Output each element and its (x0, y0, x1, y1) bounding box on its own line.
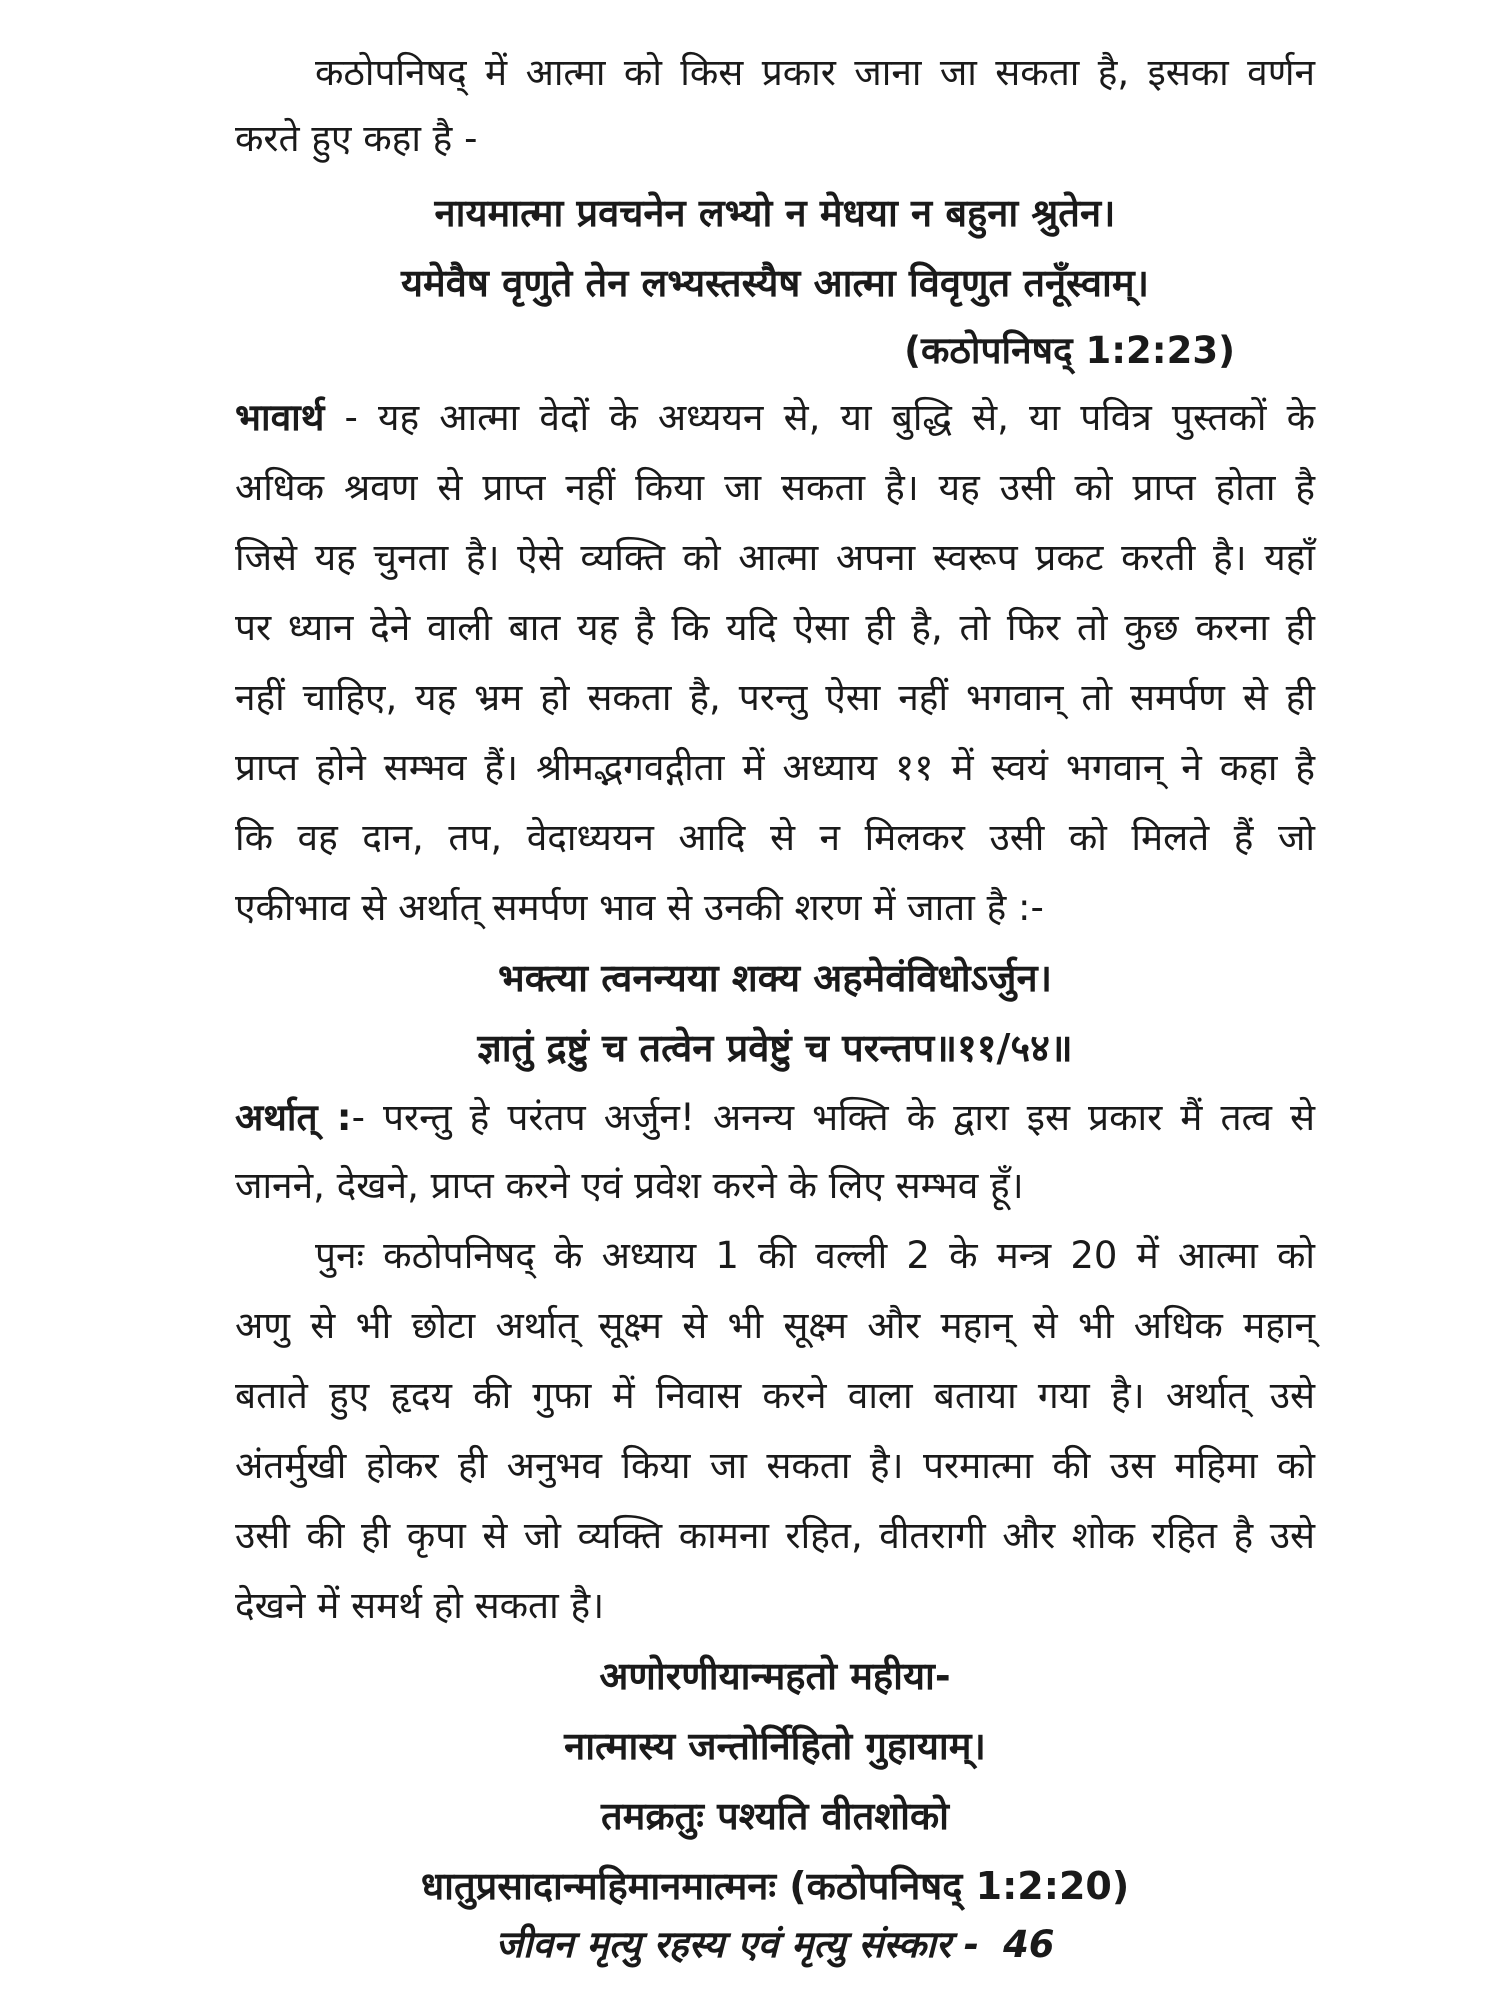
punah-line-2: अणु से भी छोटा अर्थात् सूक्ष्म से भी सूक्ष्म और महान् से भी अधिक महान् (235, 1304, 1315, 1347)
punah-line-4: अंतर्मुखी होकर ही अनुभव किया जा सकता है। परमात्मा की उस महिमा को (235, 1444, 1315, 1487)
verse-2-line-2: ज्ञातुं द्रष्टुं च तत्वेन प्रवेष्टुं च परन्तप॥११/५४॥ (477, 1026, 1073, 1070)
verse-3-line-3: तमक्रतुः पश्यति वीतशोको (601, 1794, 949, 1838)
punah-line-5: उसी की ही कृपा से जो व्यक्ति कामना रहित, वीतरागी और शोक रहित है उसे (235, 1514, 1315, 1557)
page-footer (235, 1917, 1315, 1968)
verse-2-line-1: भक्त्या त्वनन्यया शक्य अहमेवंविधोऽर्जुन। (498, 956, 1052, 1000)
bhavarth-line-4: पर ध्यान देने वाली बात यह है कि यदि ऐसा ही है, तो फिर तो कुछ करना ही (235, 606, 1315, 649)
bhavarth-line-7: कि वह दान, तप, वेदाध्ययन आदि से न मिलकर उसी को मिलते हैं जो (235, 816, 1315, 859)
footer-title: जीवन मृत्यु रहस्य एवं मृत्यु संस्कार - (495, 1923, 980, 1966)
arthat-line-1 (235, 1093, 1315, 1143)
arthat-label: अर्थात् : (235, 1096, 352, 1139)
bhavarth-line-5: नहीं चाहिए, यह भ्रम हो सकता है, परन्तु ऐसा नहीं भगवान् तो समर्पण से ही (235, 676, 1315, 719)
arthat-text-1: - परन्तु हे परंतप अर्जुन! अनन्य भक्ति के द्वारा इस प्रकार मैं तत्व से (351, 1096, 1315, 1139)
bhavarth-line-8: एकीभाव से अर्थात् समर्पण भाव से उनकी शरण में जाता है :- (235, 886, 1044, 929)
punah-line-1: पुनः कठोपनिषद् के अध्याय 1 की वल्ली 2 के मन्त्र 20 में आत्मा को (315, 1234, 1315, 1277)
page-number: 46 (1003, 1923, 1055, 1966)
intro-line-1: कठोपनिषद् में आत्मा को किस प्रकार जाना जा सकता है, इसका वर्णन (315, 51, 1315, 94)
verse-3-line-4: धातुप्रसादान्महिमानमात्मनः (कठोपनिषद् 1:2:20) (420, 1864, 1130, 1908)
verse-1-line-1: नायमात्मा प्रवचनेन लभ्यो न मेधया न बहुना श्रुतेन। (434, 191, 1116, 235)
bhavarth-text-1: - यह आत्मा वेदों के अध्ययन से, या बुद्धि से, या पवित्र पुस्तकों के (324, 396, 1315, 439)
bhavarth-line-2: अधिक श्रवण से प्राप्त नहीं किया जा सकता है। यह उसी को प्राप्त होता है (235, 466, 1315, 509)
punah-line-3: बताते हुए हृदय की गुफा में निवास करने वाला बताया गया है। अर्थात् उसे (235, 1374, 1315, 1417)
intro-line-2: करते हुए कहा है - (235, 117, 478, 160)
bhavarth-label: भावार्थ (235, 396, 325, 439)
bhavarth-line-1 (235, 393, 1315, 443)
verse-1-reference: (कठोपनिषद् 1:2:23) (904, 329, 1235, 372)
punah-line-6: देखने में समर्थ हो सकता है। (235, 1584, 605, 1627)
arthat-line-2: जानने, देखने, प्राप्त करने एवं प्रवेश करने के लिए सम्भव हूँ। (235, 1164, 1024, 1207)
book-page (235, 48, 1315, 1968)
verse-3-line-1: अणोरणीयान्महतो महीया- (599, 1654, 951, 1698)
verse-1-line-2: यमेवैष वृणुते तेन लभ्यस्तस्यैष आत्मा विवृणुत तनूँस्वाम्। (400, 261, 1150, 305)
verse-3-line-2: नात्मास्य जन्तोर्निहितो गुहायाम्। (564, 1724, 986, 1768)
bhavarth-line-3: जिसे यह चुनता है। ऐसे व्यक्ति को आत्मा अपना स्वरूप प्रकट करती है। यहाँ (235, 536, 1315, 579)
bhavarth-line-6: प्राप्त होने सम्भव हैं। श्रीमद्भगवद्गीता में अध्याय ११ में स्वयं भगवान् ने कहा है (235, 746, 1315, 789)
